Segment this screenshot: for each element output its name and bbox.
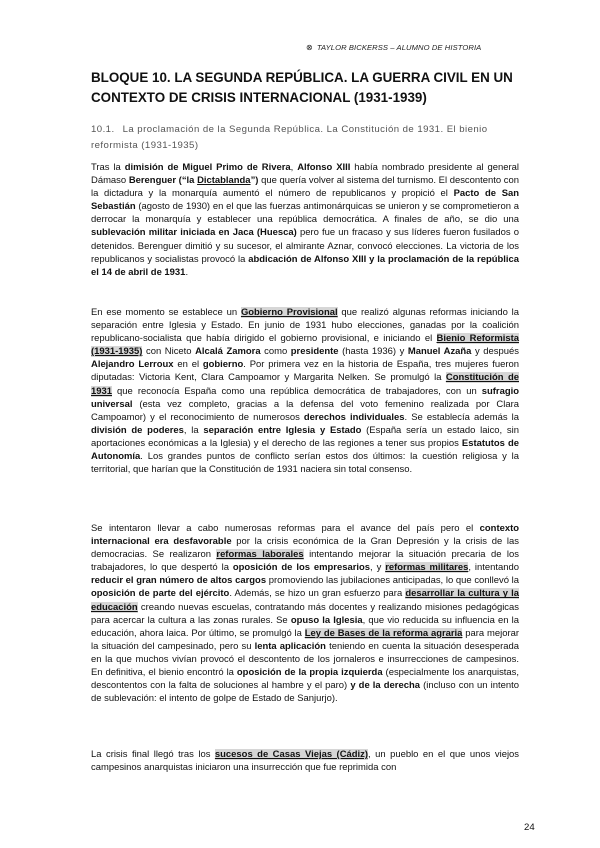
bold-term: presidente — [290, 346, 339, 358]
text-run: . Por primera vez en la historia de España, tres mujeres fueron diputadas: Victoria Kent, Clara Campoamor y Margarita Nelken. Se promulgó la — [91, 359, 519, 384]
section-subtitle-text: La proclamación de la Segunda República. La Constitución de 1931. El bienio reformista (1931-1935) — [91, 124, 488, 151]
bold-term: contexto internacional era desfavorable — [91, 523, 519, 548]
text-run: , intentando — [468, 562, 519, 574]
text-run: creando nuevas escuelas, contratando más docentes y realizando misiones pedagógicas para acercar la cultura a las zonas rurales. Se — [91, 601, 519, 626]
text-run: . — [185, 266, 189, 278]
text-run: promoviendo las jubilaciones anticipadas, lo que conllevó la — [266, 575, 519, 587]
bold-term: Estatutos de Autonomía — [91, 437, 519, 463]
underlined-term: reformas laborales — [216, 549, 304, 561]
underlined-term: desarrollar la cultura y la educación — [91, 588, 519, 613]
text-run: había nombrado presidente al general Dámaso — [91, 162, 519, 187]
header-symbol-icon: ⊗ — [306, 43, 313, 52]
bold-term: reducir el gran número de altos cargos — [91, 575, 267, 587]
bold-term: división de poderes — [91, 424, 184, 436]
bold-term: Alejandro Lerroux — [91, 359, 174, 371]
paragraph-1 — [91, 161, 519, 279]
text-run: , la — [183, 424, 204, 436]
bold-term: gobierno — [202, 359, 244, 371]
section-subtitle — [91, 122, 521, 154]
bold-term: Alcalá Zamora — [195, 346, 261, 358]
underlined-term: reformas militares — [385, 562, 469, 574]
bold-term: derechos individuales — [303, 411, 405, 423]
text-run: (incluso con un intento de sublevación: el intento de golpe de Estado de Sanjurjo). — [91, 680, 519, 705]
text-run: Tras la — [91, 162, 125, 173]
text-run: En ese momento se establece un — [91, 307, 241, 318]
page-number: 24 — [524, 822, 535, 833]
underlined-term: Constitución de 1931 — [91, 372, 519, 397]
bold-term: lenta aplicación — [254, 640, 326, 652]
bold-term: oposición de la propia izquierda — [236, 667, 383, 679]
bold-term: Berenguer (“la — [128, 175, 198, 187]
text-run: La crisis final llegó tras los — [91, 749, 215, 760]
bold-term: Alfonso XIII — [297, 162, 351, 173]
text-run: . Los grandes puntos de conflicto serían estos dos últimos: la cuestión religiosa y la territorial, que harían que la Constitución de 1931 naciera sin total consenso. — [91, 451, 519, 476]
bold-term: y de la derecha — [350, 680, 420, 692]
bold-term: abdicación de Alfonso XIII y la proclamación de la república el 14 de abril de 1931 — [91, 253, 519, 278]
bold-term: separación entre Iglesia y Estado — [203, 424, 362, 436]
underlined-term: Dictablanda — [197, 175, 251, 187]
underlined-term: sucesos de Casas Viejas (Cádiz) — [214, 749, 369, 760]
text-run: que quería volver al sistema del turnismo. El descontento con la dictadura y la monarquía aumentó el número de republicanos y propició el — [91, 175, 519, 200]
text-run: que reconocía España como una república democrática de trabajadores, con un — [112, 385, 482, 397]
underlined-term: Ley de Bases de la reforma agraria — [304, 627, 463, 639]
document-title: BLOQUE 10. LA SEGUNDA REPÚBLICA. LA GUERRA CIVIL EN UN CONTEXTO DE CRISIS INTERNACIONAL (1931-1939) — [91, 70, 513, 105]
bold-term: opuso la Iglesia — [290, 614, 363, 626]
bold-term: Manuel Azaña — [407, 346, 472, 358]
text-run: . Además, se hizo un gran esfuerzo para — [229, 588, 406, 600]
text-run: Se intentaron llevar a cabo numerosas reformas para el avance del país pero el — [91, 523, 480, 534]
header-text: TAYLOR BICKERSS – ALUMNO DE HISTORIA — [316, 43, 482, 52]
bold-term: Pacto de San Sebastián — [91, 188, 520, 213]
text-run: (España sería un estado laico, sin aportaciones económicas a la Iglesia) y el derecho de las regiones a tener sus propios — [91, 424, 519, 449]
text-run: en el — [173, 359, 203, 371]
underlined-term: Bienio Reformista (1931-1935) — [91, 333, 519, 358]
text-run: por la crisis económica de la Gran Depresión y la crisis de las democracias. Se realizaron — [91, 536, 520, 561]
text-run: , que vio reducida su influencia en la educación, ahora laica. Por último, se promulgó la — [91, 614, 519, 639]
paragraph-2 — [91, 306, 519, 476]
page-header — [306, 43, 481, 52]
text-run: para mejorar la situación del campesinado, pero su — [91, 627, 520, 652]
text-run: . Se establecía además la — [404, 411, 519, 423]
underlined-term: Gobierno Provisional — [240, 307, 338, 318]
bold-term: dimisión de Miguel Primo de Rivera — [124, 162, 291, 173]
text-run: intentando mejorar la situación precaria de los trabajadores, lo que despertó la — [91, 549, 519, 574]
text-run: (hasta 1936) y — [338, 346, 408, 358]
bold-term: oposición de parte del ejército — [91, 588, 230, 600]
text-run: y después — [471, 346, 519, 358]
text-run: que realizó algunas reformas iniciando la separación entre Iglesia y Estado. En junio de 1931 hubo elecciones, ganadas por la coalición republicano-socialista que había dirigido el gobierno provisional, e iniciando el — [91, 307, 519, 345]
text-run: , — [290, 162, 298, 173]
paragraph-3 — [91, 522, 519, 705]
bold-term: ”) — [250, 175, 259, 187]
text-run: , y — [370, 562, 386, 574]
text-run: (especialmente los anarquistas, descontentos con la falta de soluciones al hambre y el paro) — [91, 667, 520, 692]
paragraph-4 — [91, 748, 519, 774]
text-run: , un pueblo en el que unos viejos campesinos anarquistas iniciaron una insurrección que fue reprimida con — [91, 749, 520, 774]
bold-term: oposición de los empresarios — [232, 562, 371, 574]
section-number: 10.1. — [91, 124, 115, 135]
text-run: teniendo en cuenta la situación desesperada en la que muchos vivían provocó el descontento de los jornaleros e insurrecciones de campesinos. En definitiva, el bienio encontró la — [91, 640, 519, 679]
text-run: (esta vez completo, gracias a la defensa del voto femenino realizada por Clara Campoamor) y el reconocimiento de numerosos — [91, 398, 519, 423]
bold-term: sublevación militar iniciada en Jaca (Huesca) — [91, 227, 297, 239]
text-run: pero fue un fracaso y sus líderes fueron fusilados o detenidos. Berenguer dimitió y su sucesor, el almirante Aznar, convocó elecciones. La victoria de los republicanos y socialistas provocó la — [91, 227, 519, 265]
text-run: con Niceto — [142, 346, 196, 358]
text-run: (agosto de 1930) en el que las fuerzas antimonárquicas se unieron y se comprometieron a derrocar la monarquía y establecer una república democrática. A finales de año, se dio una — [91, 201, 519, 226]
text-run: como — [260, 346, 291, 358]
bold-term: sufragio universal — [91, 385, 519, 410]
